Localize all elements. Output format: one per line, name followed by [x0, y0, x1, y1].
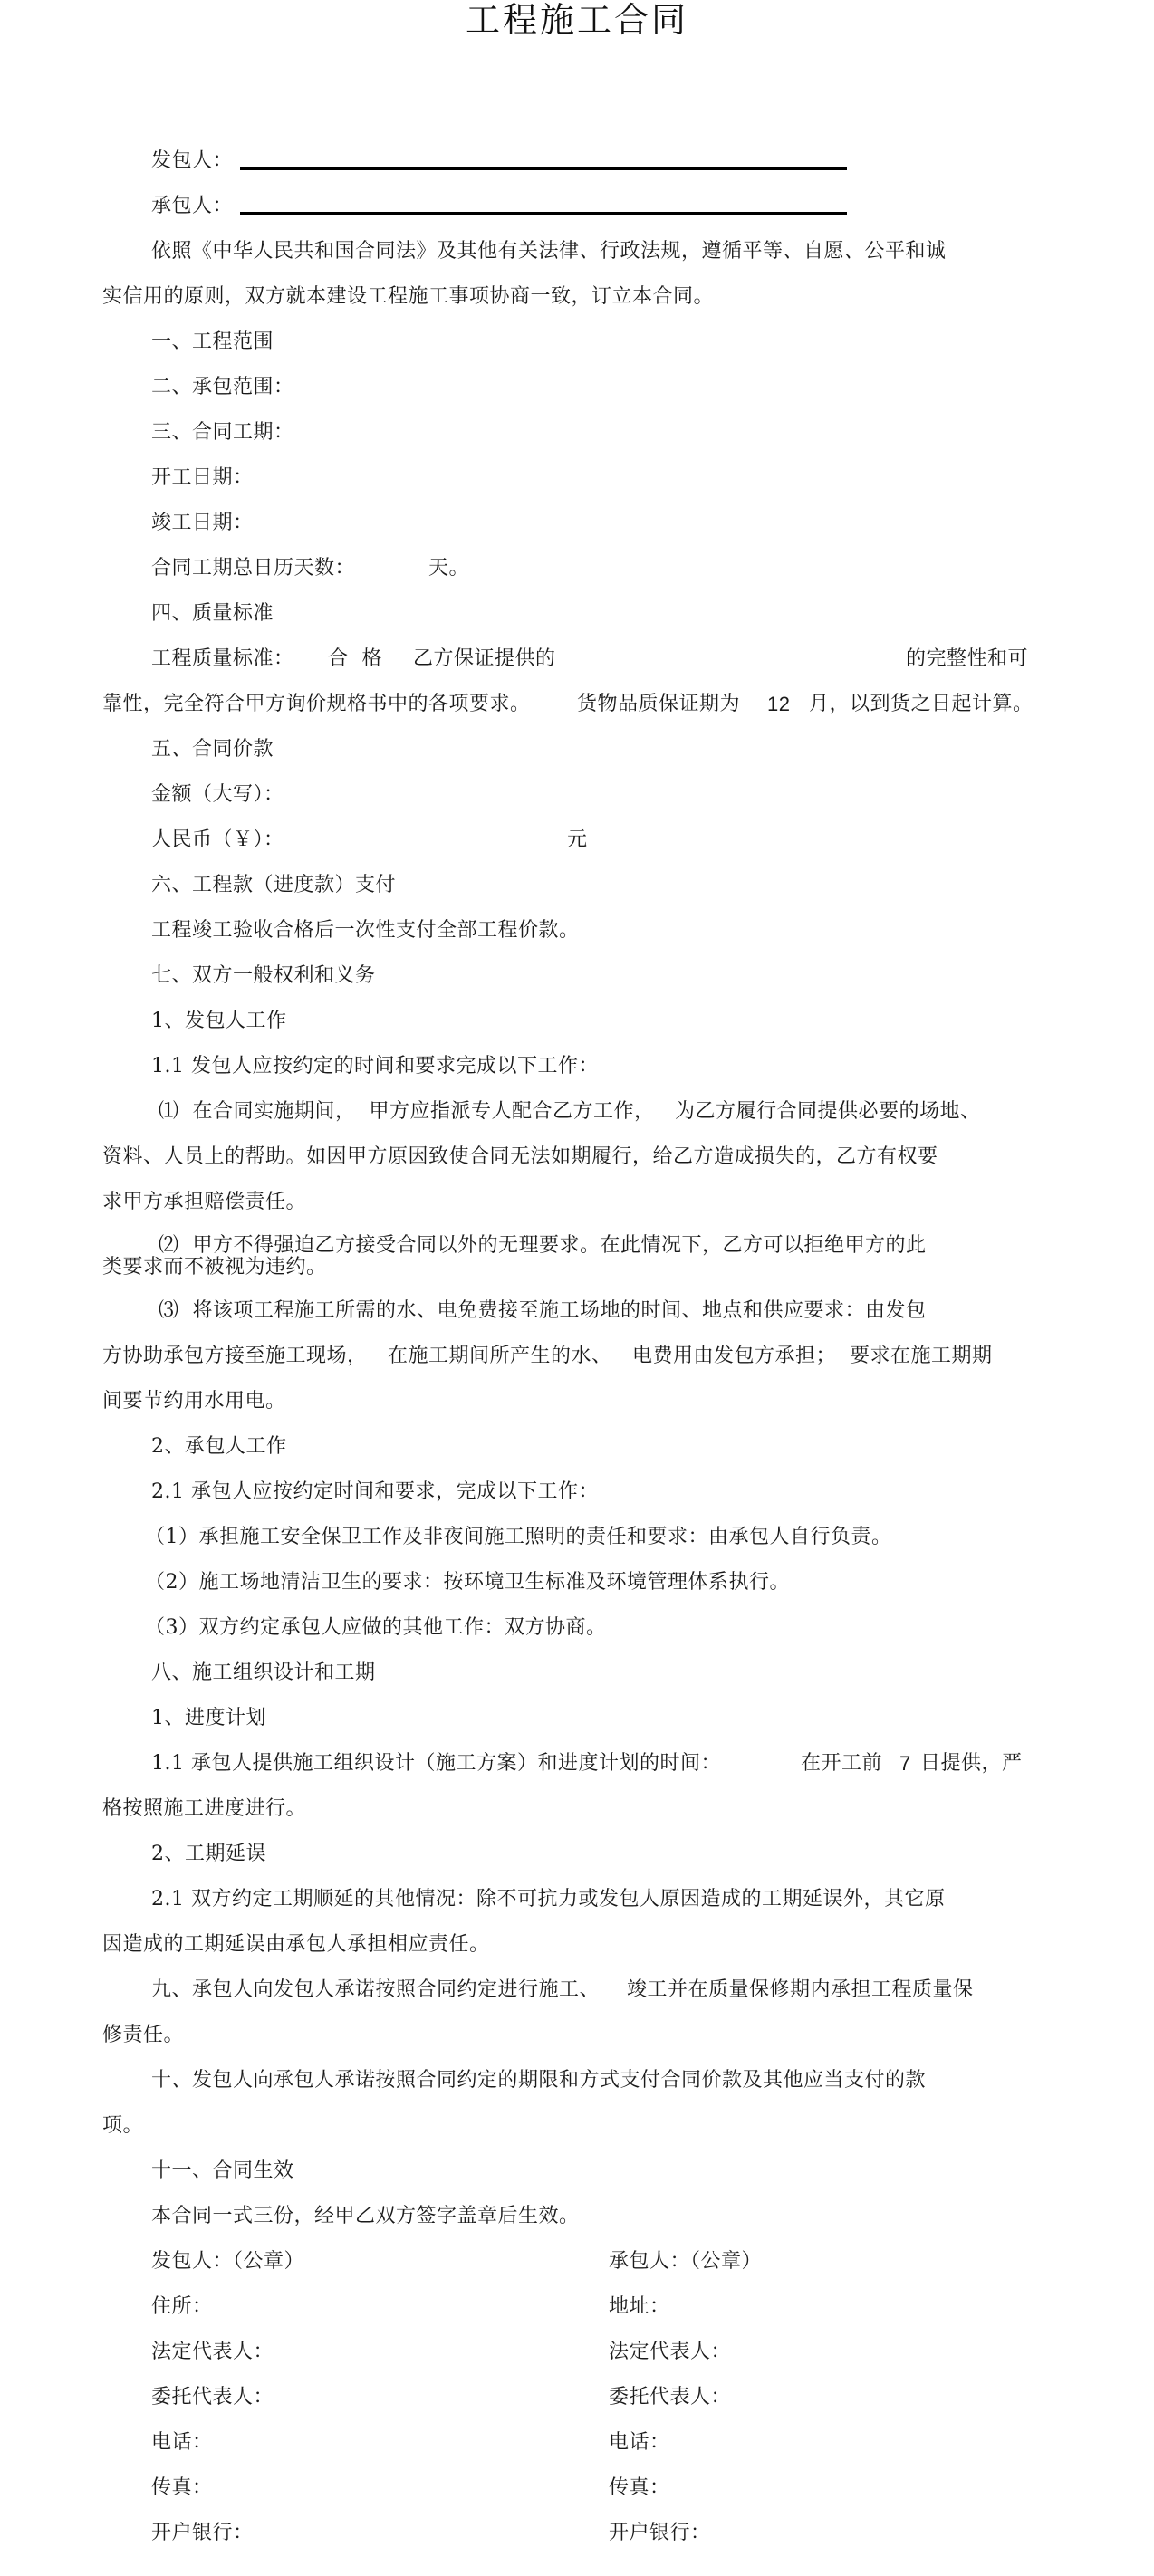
schedule-line-2: 格按照施工进度进行。 [102, 1797, 307, 1820]
employer-item-2-line-1: ⑵ 甲方不得强迫乙方接受合同以外的无理要求。在此情况下，乙方可以拒绝甲方的此 [159, 1234, 927, 1257]
sig-left-bank: 开户银行： [151, 2522, 254, 2544]
quality-standard-value: 合 格 [328, 647, 382, 670]
delay-line-1: 2.1 双方约定工期顺延的其他情况：除不可抗力或发包人原因造成的工期延误外，其它原 [151, 1888, 946, 1910]
contractor-work-heading: 2、承包人工作 [151, 1435, 287, 1458]
sig-right-address: 地址： [609, 2295, 670, 2318]
contractor-item-3: （3）双方约定承包人应做的其他工作：双方协商。 [145, 1616, 607, 1639]
section-2-heading: 二、承包范围： [151, 376, 294, 398]
section-6-heading: 六、工程款（进度款）支付 [151, 874, 397, 896]
employer-item-3-line-2: 方协助承包方接至施工现场， 在施工期间所产生的水、 电费用由发包方承担； 要求在施工期期 [102, 1345, 993, 1367]
sig-right-phone: 电话： [609, 2431, 670, 2454]
employer-label: 发包人： [151, 149, 234, 172]
sig-left-fax: 传真： [151, 2476, 213, 2499]
employer-item-1-line-3: 求甲方承担赔偿责任。 [102, 1191, 307, 1213]
sig-right-contractor-seal: 承包人：（公章） [609, 2250, 763, 2273]
quality-guarantee-text-end: 的完整性和可 [906, 647, 1029, 670]
contractor-item-1: （1）承担施工安全保卫工作及非夜间施工照明的责任和要求：由承包人自行负责。 [145, 1526, 892, 1548]
quality-guarantee-text: 乙方保证提供的 [413, 647, 556, 670]
contractor-work-intro: 2.1 承包人应按约定时间和要求，完成以下工作： [151, 1480, 599, 1503]
schedule-provide: 日提供，严 [920, 1752, 1023, 1775]
sig-left-residence: 住所： [151, 2295, 213, 2318]
effectiveness-text: 本合同一式三份，经甲乙双方签字盖章后生效。 [151, 2205, 580, 2227]
contractor-item-2: （2）施工场地清洁卫生的要求：按环境卫生标准及环境管理体系执行。 [145, 1571, 790, 1594]
document-title: 工程施工合同 [465, 0, 688, 40]
employer-item-3-line-1: ⑶ 将该项工程施工所需的水、电免费接至施工场地的时间、地点和供应要求：由发包 [159, 1299, 927, 1322]
employer-item-1-line-1: ⑴ 在合同实施期间， 甲方应指派专人配合乙方工作， 为乙方履行合同提供必要的场地、 [159, 1100, 981, 1123]
contractor-label: 承包人： [151, 195, 234, 217]
employer-blank-line[interactable] [240, 167, 847, 170]
rmb-label: 人民币（￥）： [151, 828, 284, 851]
section-9-line-2: 修责任。 [102, 2024, 185, 2046]
section-8-heading: 八、施工组织设计和工期 [151, 1661, 376, 1684]
employer-work-intro: 1.1 发包人应按约定的时间和要求完成以下工作： [151, 1055, 599, 1077]
section-9-line-1: 九、承包人向发包人承诺按照合同约定进行施工、 竣工并在质量保修期内承担工程质量保 [151, 1978, 974, 2001]
sig-left-employer-seal: 发包人：（公章） [151, 2250, 305, 2273]
delay-line-2: 因造成的工期延误由承包人承担相应责任。 [102, 1933, 490, 1956]
total-days-label: 合同工期总日历天数： [151, 557, 356, 579]
sig-left-legal-rep: 法定代表人： [151, 2341, 274, 2363]
employer-item-2-line-2: 类要求而不被视为违约。 [102, 1256, 327, 1278]
section-1-heading: 一、工程范围 [151, 330, 274, 353]
section-4-heading: 四、质量标准 [151, 602, 274, 625]
section-7-heading: 七、双方一般权利和义务 [151, 964, 376, 987]
schedule-before-start: 在开工前 [801, 1752, 883, 1775]
quality-line-2: 靠性，完全符合甲方询价规格书中的各项要求。 [102, 693, 531, 715]
sig-right-bank: 开户银行： [609, 2522, 711, 2544]
section-11-heading: 十一、合同生效 [151, 2159, 294, 2182]
payment-text: 工程竣工验收合格后一次性支付全部工程价款。 [151, 919, 580, 942]
amount-words-label: 金额（大写）： [151, 783, 284, 806]
schedule-heading: 1、进度计划 [151, 1707, 266, 1729]
sig-right-authorized-rep: 委托代表人： [609, 2386, 732, 2408]
employer-work-heading: 1、发包人工作 [151, 1010, 287, 1032]
section-3-heading: 三、合同工期： [151, 421, 294, 444]
sig-right-legal-rep: 法定代表人： [609, 2341, 732, 2363]
sig-left-phone: 电话： [151, 2431, 213, 2454]
sig-right-fax: 传真： [609, 2476, 670, 2499]
warranty-months-value: 12 [767, 693, 791, 715]
preamble-line-1: 依照《中华人民共和国合同法》及其他有关法律、行政法规，遵循平等、自愿、公平和诚 [151, 240, 947, 263]
contractor-blank-line[interactable] [240, 212, 847, 215]
start-date-label: 开工日期： [151, 466, 254, 489]
end-date-label: 竣工日期： [151, 512, 254, 534]
quality-standard-label: 工程质量标准： [151, 647, 294, 670]
schedule-line-1: 1.1 承包人提供施工组织设计（施工方案）和进度计划的时间： [151, 1752, 721, 1775]
employer-item-3-line-3: 间要节约用水用电。 [102, 1390, 286, 1412]
section-10-line-2: 项。 [102, 2114, 144, 2137]
rmb-unit: 元 [567, 828, 588, 851]
sig-left-authorized-rep: 委托代表人： [151, 2386, 274, 2408]
schedule-days-value: 7 [899, 1752, 911, 1775]
preamble-line-2: 实信用的原则，双方就本建设工程施工事项协商一致，订立本合同。 [102, 285, 715, 308]
section-10-line-1: 十、发包人向承包人承诺按照合同约定的期限和方式支付合同价款及其他应当支付的款 [151, 2069, 927, 2092]
warranty-label: 货物品质保证期为 [577, 693, 741, 715]
total-days-unit: 天。 [428, 557, 470, 579]
delay-heading: 2、工期延误 [151, 1843, 266, 1865]
employer-item-1-line-2: 资料、人员上的帮助。如因甲方原因致使合同无法如期履行，给乙方造成损失的，乙方有权要 [102, 1145, 938, 1168]
warranty-unit: 月，以到货之日起计算。 [809, 693, 1034, 715]
section-5-heading: 五、合同价款 [151, 738, 274, 761]
